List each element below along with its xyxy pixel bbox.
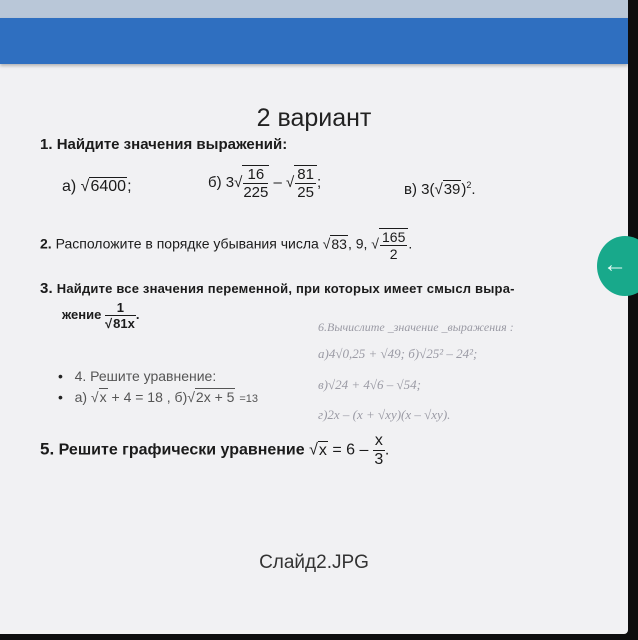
task1-b-label: б) bbox=[208, 173, 222, 191]
task5-frac-num: x bbox=[374, 432, 383, 449]
task3-frac-num: 1 bbox=[105, 300, 136, 316]
slide-caption: Слайд2.JPG bbox=[259, 552, 369, 573]
task3-frac-den-wrap: √81x bbox=[104, 316, 135, 331]
task3-number: 3. bbox=[40, 280, 53, 297]
task4-title: 4. Решите уравнение: bbox=[74, 368, 217, 384]
window-top-bar bbox=[0, 0, 628, 18]
task5-text: Решите графически уравнение bbox=[58, 441, 305, 459]
task3-end: . bbox=[135, 306, 140, 322]
task1-b-num1: 16 bbox=[243, 166, 268, 184]
task1-c-root: 39 bbox=[443, 181, 461, 198]
task2-frac-num: 165 bbox=[382, 229, 406, 245]
task5-root: x bbox=[318, 441, 327, 459]
slide-title: 2 вариант bbox=[256, 104, 372, 132]
task2-end: . bbox=[408, 235, 413, 252]
task6-title: 6.Вычислите _значение _выражения : bbox=[318, 320, 514, 334]
task1-c-close: ) bbox=[461, 181, 467, 198]
task3-frac-den: 81x bbox=[113, 316, 135, 331]
task1-c-end: . bbox=[471, 181, 476, 198]
task1-b-frac2 bbox=[294, 165, 317, 201]
task1-b-coef: 3 bbox=[225, 173, 235, 191]
arrow-left-icon[interactable]: ← bbox=[603, 251, 627, 278]
task1-b-minus: – bbox=[273, 173, 282, 191]
task5-eq: = 6 – bbox=[332, 441, 369, 459]
task3-line2 bbox=[62, 300, 139, 331]
task1-text: Найдите значения выражений: bbox=[56, 136, 288, 153]
task5-frac-den: 3 bbox=[374, 451, 384, 468]
task2-number: 2. bbox=[40, 235, 52, 252]
task4-a-root: x bbox=[99, 389, 107, 405]
task1-a-end: ; bbox=[127, 178, 132, 195]
task3-line1 bbox=[40, 280, 515, 297]
header-bar bbox=[0, 18, 628, 64]
task6-line-a: а)4√0,25 + √49; б)√25² – 24²; bbox=[318, 346, 478, 361]
task1-line bbox=[40, 136, 287, 153]
task2-nine: 9, bbox=[355, 235, 368, 252]
task5-frac bbox=[373, 432, 385, 469]
task1-a: а) √6400; bbox=[62, 178, 132, 195]
task2-text: Расположите в порядке убывания числа bbox=[55, 235, 319, 252]
task5-end: . bbox=[384, 441, 390, 459]
task1-b-den2: 25 bbox=[297, 184, 314, 201]
task2-line: 2. Расположите в порядке убывания числа √83, 9, √ $\frac{165}{2}$ . bbox=[40, 229, 413, 262]
task2-comma1: , bbox=[347, 235, 352, 252]
task4-b-rest: =13 bbox=[239, 393, 259, 405]
task4-a-label: а) bbox=[74, 389, 88, 405]
task1-c-power: 2 bbox=[466, 180, 472, 190]
task4-equations: • а) √x + 4 = 18 , б)√2x + 5 =13 bbox=[58, 389, 259, 405]
task1-c: в) $3(√39)^2$. bbox=[404, 180, 476, 198]
task4-b-root: 2x + 5 bbox=[195, 389, 235, 405]
task2-frac-den: 2 bbox=[389, 246, 398, 262]
task5-line: 5. Решите графически уравнение √x = 6 – $\frac{x}{3}$ . bbox=[40, 432, 390, 468]
task1-a-label: а) bbox=[62, 178, 77, 195]
task1-number: 1. bbox=[40, 136, 53, 153]
task5-number: 5. bbox=[40, 439, 55, 459]
task1-b-frac1 bbox=[242, 165, 269, 201]
task2-root1: 83 bbox=[331, 235, 347, 252]
task4-a-rest: + 4 = 18 , б) bbox=[111, 389, 188, 405]
task1-a-root: 6400 bbox=[90, 178, 127, 195]
task1-b-num2: 81 bbox=[297, 166, 314, 183]
task3-text: Найдите все значения переменной, при которых имеет смысл выра- bbox=[56, 281, 515, 296]
task6-line-c: г)2x – (x + √xy)(x – √xy). bbox=[318, 407, 451, 422]
task1-b: б) 3√ $\frac{16}{225}$ – √ $\frac{81}{25}$ ; bbox=[208, 166, 322, 201]
task4-title-row bbox=[58, 368, 216, 384]
task3-frac bbox=[105, 300, 136, 331]
task4-bullet1: • bbox=[58, 368, 63, 384]
task3-text2: жение bbox=[62, 306, 102, 322]
task1-c-label: в) bbox=[404, 181, 417, 198]
task2-frac bbox=[379, 228, 408, 262]
task4-bullet2: • bbox=[58, 389, 63, 405]
task1-b-den1: 225 bbox=[243, 184, 269, 201]
task1-b-end: ; bbox=[316, 173, 322, 191]
task1-c-coef: 3( bbox=[421, 181, 435, 198]
task6-line-b: в)√24 + 4√6 – √54; bbox=[318, 377, 421, 392]
